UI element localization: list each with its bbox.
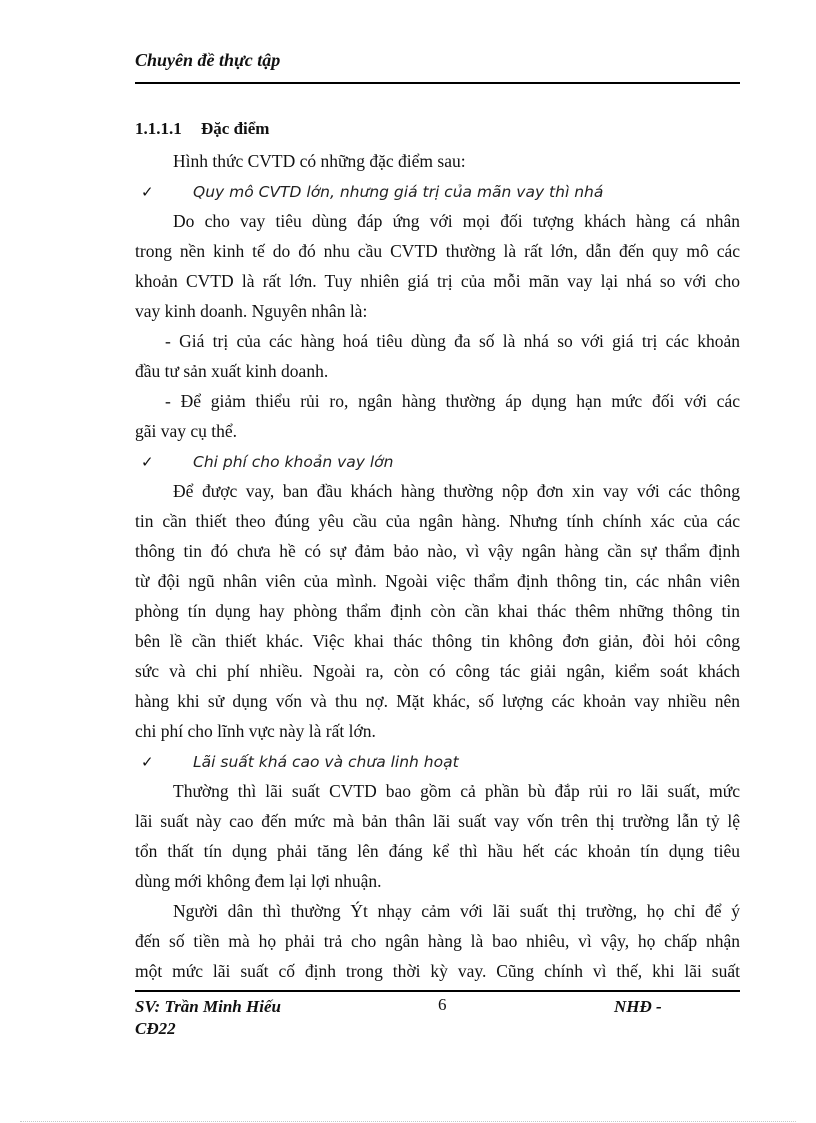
paragraph-line: lãi suất này cao đến mức mà bản thân lãi suất vay vốn trên thị trường lẫn tỷ lệ — [135, 811, 740, 831]
paragraph-line: Để được vay, ban đầu khách hàng thường nộp đơn xin vay với các thông — [173, 481, 740, 501]
paragraph-line: chi phí cho lĩnh vực này là rất lớn. — [135, 721, 376, 741]
paragraph-line: trong nền kinh tế do đó nhu cầu CVTD thường là rất lớn, dẫn đến quy mô các — [135, 241, 740, 261]
paragraph-line: phòng tín dụng hay phòng thẩm định còn cần khai thác thêm những thông tin — [135, 601, 740, 621]
paragraph-line: Thường thì lãi suất CVTD bao gồm cả phần bù đắp rủi ro lãi suất, mức — [173, 781, 740, 801]
paragraph-line: hàng khi sử dụng vốn và thu nợ. Mặt khác, số lượng các khoản vay nhiều nên — [135, 691, 740, 711]
page-bottom-border — [20, 1121, 796, 1122]
paragraph-line: thông tin đó chưa hề có sự đảm bảo nào, vì vậy ngân hàng cần sự thẩm định — [135, 541, 740, 561]
paragraph-line: Do cho vay tiêu dùng đáp ứng với mọi đối tượng khách hàng cá nhân — [173, 211, 740, 231]
footer-rule — [135, 990, 740, 992]
document-body — [135, 116, 740, 986]
paragraph-line: bên lề cần thiết khác. Việc khai thác thông tin không đơn giản, đòi hỏi công — [135, 631, 740, 651]
checklist-item — [135, 176, 740, 206]
paragraph-line: tin cần thiết theo đúng yêu cầu của ngân hàng. Nhưng tính chính xác của các — [135, 511, 740, 531]
section-heading — [135, 116, 740, 142]
paragraph-line: một mức lãi suất cố định trong thời kỳ vay. Cũng chính vì thế, khi lãi suất — [135, 961, 740, 981]
page-header-title: Chuyên đề thực tập — [135, 50, 281, 70]
intro-line: Hình thức CVTD có những đặc điểm sau: — [173, 151, 466, 171]
footer-student-name: SV: Trần Minh Hiếu — [135, 997, 281, 1016]
checkmark-icon: ✓ — [141, 755, 154, 771]
paragraph-line: dùng mới không đem lại lợi nhuận. — [135, 871, 382, 891]
paragraph-line: đến số tiền mà họ phải trả cho ngân hàng là bao nhiêu, vì vậy, họ chấp nhận — [135, 931, 740, 951]
footer-student-class: CĐ22 — [135, 1019, 176, 1038]
page-number: 6 — [438, 995, 447, 1014]
paragraph-line: tổn thất tín dụng phải tăng lên đáng kể thì hầu hết các khoản tín dụng tiêu — [135, 841, 740, 861]
paragraph-line: Người dân thì thường Ýt nhạy cảm với lãi suất thị trường, họ chỉ để ý — [173, 901, 740, 921]
dash-item-line: - Để giảm thiểu rủi ro, ngân hàng thường áp dụng hạn mức đối với các — [165, 391, 740, 411]
dash-item-line: đầu tư sản xuất kinh doanh. — [135, 361, 329, 381]
paragraph-line: từ đội ngũ nhân viên của mình. Ngoài việc thẩm định thông tin, các nhân viên — [135, 571, 740, 591]
dash-item-line: gãi vay cụ thể. — [135, 421, 238, 441]
footer-student — [135, 996, 335, 1040]
section-number: 1.1.1.1 — [135, 119, 182, 138]
paragraph-line: sức và chi phí nhiều. Ngoài ra, còn có công tác giải ngân, kiểm soát khách — [135, 661, 740, 681]
checklist-title: Lãi suất khá cao và chưa linh hoạt — [193, 753, 459, 771]
checklist-title: Chi phí cho khoản vay lớn — [193, 453, 394, 471]
footer-right-text: NHĐ - — [614, 997, 662, 1016]
checkmark-icon: ✓ — [141, 185, 154, 201]
checklist-item — [135, 446, 740, 476]
checklist-item — [135, 746, 740, 776]
header-rule — [135, 82, 740, 84]
dash-item-line: - Giá trị của các hàng hoá tiêu dùng đa số là nhá so với giá trị các khoản — [165, 331, 740, 351]
checklist-title: Quy mô CVTD lớn, nhưng giá trị của mãn vay thì nhá — [193, 183, 604, 201]
paragraph-line: khoản CVTD là rất lớn. Tuy nhiên giá trị của mỗi mãn vay lại nhá so với cho — [135, 271, 740, 291]
paragraph-line: vay kinh doanh. Nguyên nhân là: — [135, 301, 368, 321]
checkmark-icon: ✓ — [141, 455, 154, 471]
section-title: Đặc điểm — [201, 119, 270, 138]
